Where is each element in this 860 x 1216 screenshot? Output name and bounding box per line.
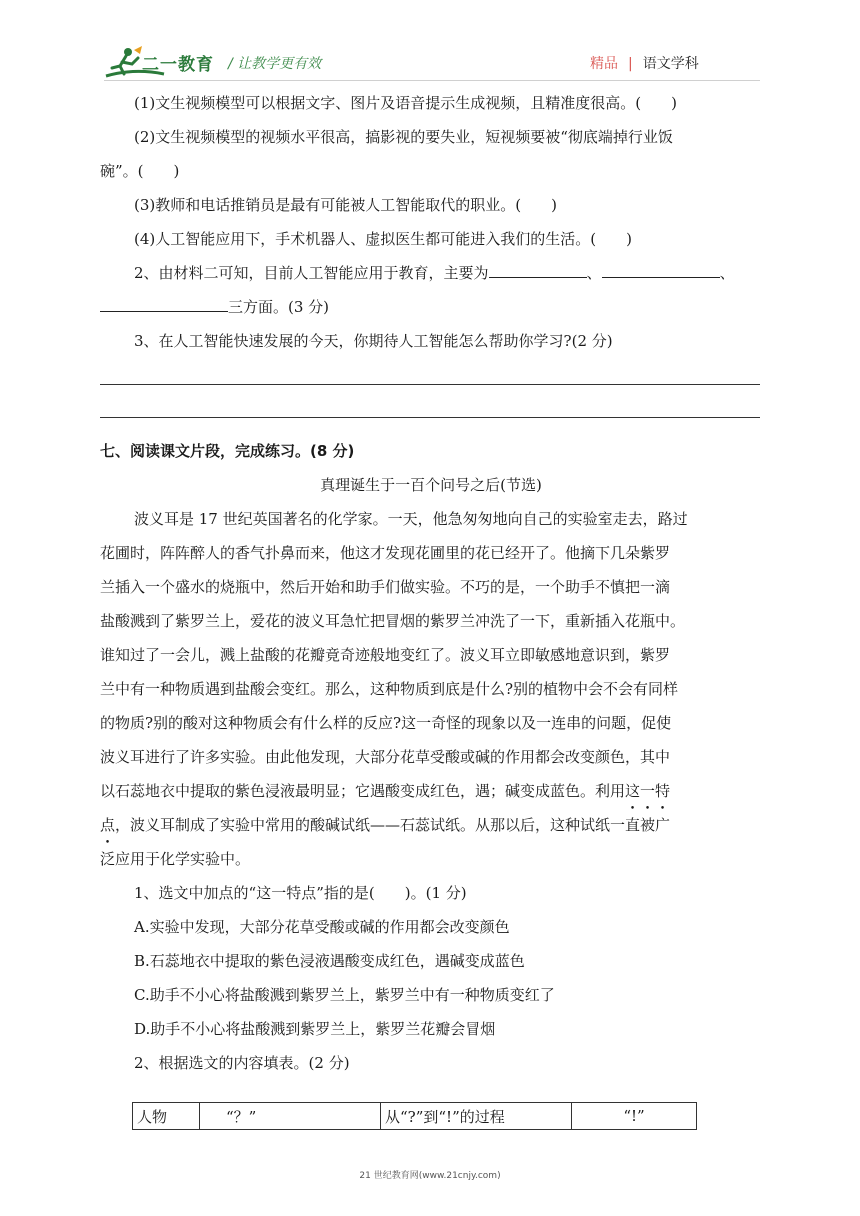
question-2-text: 2、由材料二可知，目前人工智能应用于教育，主要为 [134,264,489,282]
dotted-char: 这 [625,782,641,800]
judge-item-2-cont: 碗”。( ) [100,162,180,180]
question-7-2: 2、根据选文的内容填表。(2 分) [134,1054,350,1072]
page-content [100,86,762,1080]
logo-text: 二一教育 [142,55,214,75]
passage-line [100,774,762,808]
passage-title: 真理诞生于一百个问号之后(节选) [320,476,542,494]
answer-line[interactable] [100,358,760,385]
passage-line: 的物质?别的酸对这种物质会有什么样的反应?这一奇怪的现象以及一连串的问题，促使 [100,714,672,732]
blank-separator: 、 [586,264,602,282]
header-divider: | [628,56,633,72]
header-rule [104,80,760,81]
passage-line: 波义耳进行了许多实验。由此他发现，大部分花草受酸或碱的作用都会改变颜色，其中 [100,748,671,766]
passage-line: 泛应用于化学实验中。 [100,850,251,868]
question-7-1: 1、选文中加点的“这一特点”指的是( )。(1 分) [134,884,467,902]
option-d[interactable]: D.助手不小心将盐酸溅到紫罗兰上，紫罗兰花瓣会冒烟 [134,1020,496,1038]
section-7-title: 七、阅读课文片段，完成练习。(8 分) [100,442,355,460]
passage-line: 兰插入一个盛水的烧瓶中，然后开始和助手们做实验。不巧的是，一个助手不慎把一滴 [100,578,671,596]
table-header-cell: “？” [200,1103,381,1130]
judge-item-3: (3)教师和电话推销员是最有可能被人工智能取代的职业。( ) [134,196,557,214]
subject-label: 语文学科 [642,56,699,72]
table-row [133,1103,697,1130]
passage-text: ，波义耳制成了实验中常用的酸碱试纸——石蕊试纸。从那以后，这种试纸一直被广 [115,816,671,834]
passage-line: 盐酸溅到了紫罗兰上，爱花的波义耳急忙把冒烟的紫罗兰冲洗了一下，重新插入花瓶中。 [100,612,686,630]
option-b[interactable]: B.石蕊地衣中提取的紫色浸液遇酸变成红色，遇碱变成蓝色 [134,952,525,970]
answer-blank[interactable] [100,293,228,312]
question-2-tail: 三方面。(3 分) [228,298,330,316]
answer-blank[interactable] [602,259,720,278]
judge-item-4: (4)人工智能应用下，手术机器人、虚拟医生都可能进入我们的生活。( ) [134,230,632,248]
option-a[interactable]: A.实验中发现，大部分花草受酸或碱的作用都会改变颜色 [134,918,510,936]
page-footer: 21 世纪教育网(www.21cnjy.com) [359,1171,501,1181]
passage-text: 以石蕊地衣中提取的紫色浸液最明显；它遇酸变成红色，遇；碱变成蓝色。利用 [100,782,626,800]
dotted-char: 点 [100,816,116,834]
question-2-cont [100,290,762,324]
judge-item-1: (1)文生视频模型可以根据文字、图片及语音提示生成视频，且精准度很高。( ) [134,94,677,112]
header-right [590,53,699,73]
fill-table [132,1102,697,1130]
table-header-cell: 人物 [133,1103,200,1130]
dotted-char: 特 [655,782,671,800]
passage-line: 谁知过了一会儿，溅上盐酸的花瓣竟奇迹般地变红了。波义耳立即敏感地意识到，紫罗 [100,646,671,664]
answer-blank[interactable] [489,259,587,278]
slogan: / 让教学更有效 [228,56,322,72]
option-c[interactable]: C.助手不小心将盐酸溅到紫罗兰上，紫罗兰中有一种物质变红了 [134,986,555,1004]
table-header-cell: “!” [572,1103,697,1130]
answer-line[interactable] [100,385,760,418]
dotted-char: 一 [640,782,656,800]
table-header-cell: 从“?”到“!”的过程 [381,1103,572,1130]
question-3: 3、在人工智能快速发展的今天，你期待人工智能怎么帮助你学习?(2 分) [134,332,613,350]
passage-line: 花圃时，阵阵醉人的香气扑鼻而来，他这才发现花圃里的花已经开了。他摘下几朵紫罗 [100,544,671,562]
page-header [0,0,860,90]
judge-item-2: (2)文生视频模型的视频水平很高，搞影视的要失业，短视频要被“彻底端掉行业饭 [134,128,673,146]
blank-separator: 、 [719,264,735,282]
quality-tag: 精品 [590,56,618,72]
passage-line: 兰中有一种物质遇到盐酸会变红。那么，这种物质到底是什么?别的植物中会不会有同样 [100,680,679,698]
passage-line: 波义耳是 17 世纪英国著名的化学家。一天，他急匆匆地向自己的实验室走去，路过 [134,510,688,528]
question-2 [100,256,762,290]
